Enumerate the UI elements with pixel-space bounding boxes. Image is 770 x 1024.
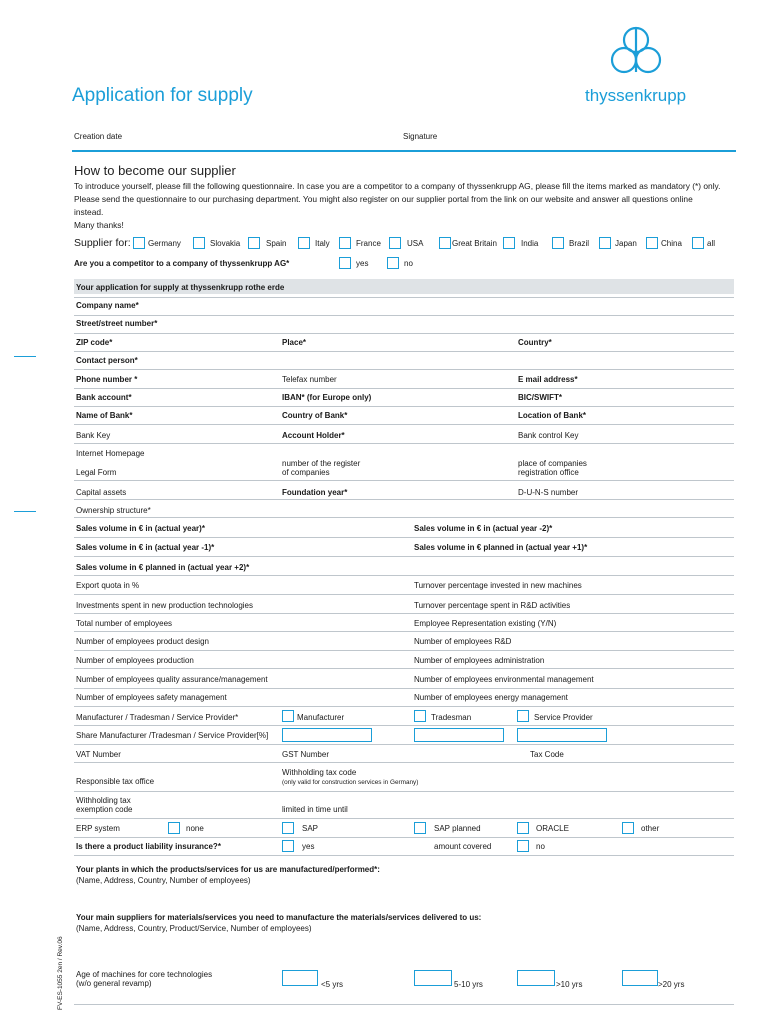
field-label-iban: IBAN* (for Europe only) <box>282 393 372 402</box>
row-divider <box>74 762 734 763</box>
row-divider <box>74 650 734 651</box>
field-label-gst: GST Number <box>282 750 329 759</box>
field-label-suppliers: Your main suppliers for materials/services you need to manufacture the materials/services delivered to us: <box>76 913 482 922</box>
field-label-manufacturer-q: Manufacturer / Tradesman / Service Provider* <box>76 713 239 722</box>
liability-yes-checkbox[interactable] <box>282 840 294 852</box>
field-label-withholding-note: (only valid for construction services in Germany) <box>282 779 419 786</box>
row-divider <box>74 1004 734 1005</box>
field-label-account-holder: Account Holder* <box>282 431 345 440</box>
field-label-sales-actual: Sales volume in € in (actual year)* <box>76 524 205 533</box>
signature-label: Signature <box>403 132 438 141</box>
field-label-erp-other: other <box>641 824 660 833</box>
field-label-erp-oracle: ORACLE <box>536 824 569 833</box>
country-label: Spain <box>266 239 287 248</box>
field-label-sales-minus1: Sales volume in € in (actual year -1)* <box>76 543 215 552</box>
competitor-no-label: no <box>404 259 413 268</box>
row-divider <box>74 424 734 425</box>
row-divider <box>74 706 734 707</box>
field-label-street: Street/street number* <box>76 319 158 328</box>
field-label-bank-key: Bank Key <box>76 431 111 440</box>
country-checkbox-brazil[interactable] <box>552 237 564 249</box>
liability-no-checkbox[interactable] <box>517 840 529 852</box>
field-label-contact: Contact person* <box>76 356 138 365</box>
country-checkbox-france[interactable] <box>339 237 351 249</box>
field-label-email: E mail address* <box>518 375 578 384</box>
country-checkbox-china[interactable] <box>646 237 658 249</box>
row-divider <box>74 575 734 576</box>
intro-text <box>74 180 724 232</box>
field-label-homepage: Internet Homepage <box>76 449 145 458</box>
field-label-age-gt10: >10 yrs <box>556 980 583 989</box>
field-label-age-gt20: >20 yrs <box>658 980 685 989</box>
field-label-country: Country* <box>518 338 552 347</box>
country-checkbox-japan[interactable] <box>599 237 611 249</box>
field-label-tax-office: Responsible tax office <box>76 777 155 786</box>
field-label-telefax: Telefax number <box>282 375 337 384</box>
field-label-share: Share Manufacturer /Tradesman / Service Provider[%] <box>76 731 269 740</box>
field-label-manufacturer: Manufacturer <box>297 713 345 722</box>
field-label-liability-yes: yes <box>302 842 315 851</box>
field-label-plants: Your plants in which the products/services for us are manufactured/performed*: <box>76 865 380 874</box>
row-divider <box>74 837 734 838</box>
row-divider <box>74 668 734 669</box>
field-label-company-name: Company name* <box>76 301 139 310</box>
erp-other-checkbox[interactable] <box>622 822 634 834</box>
row-divider <box>74 517 734 518</box>
field-label-export-quota: Export quota in % <box>76 581 140 590</box>
competitor-yes-checkbox[interactable] <box>339 257 351 269</box>
country-checkbox-germany[interactable] <box>133 237 145 249</box>
row-divider <box>74 744 734 745</box>
row-divider <box>74 594 734 595</box>
erp-oracle-checkbox[interactable] <box>517 822 529 834</box>
field-label-erp-none: none <box>186 824 204 833</box>
country-label: Slovakia <box>210 239 241 248</box>
page-title: Application for supply <box>72 85 253 106</box>
fold-mark <box>14 356 36 357</box>
competitor-yes-label: yes <box>356 259 369 268</box>
field-label-bank-location: Location of Bank* <box>518 411 587 420</box>
row-divider <box>74 333 734 334</box>
age-gt10-input[interactable] <box>517 970 555 986</box>
field-label-emp-env: Number of employees environmental management <box>414 675 594 684</box>
fold-mark <box>14 511 36 512</box>
country-label: India <box>521 239 539 248</box>
field-label-amount-covered: amount covered <box>434 842 492 851</box>
row-divider <box>74 297 734 298</box>
tradesman-checkbox[interactable] <box>414 710 426 722</box>
row-divider <box>74 791 734 792</box>
field-label-emp-production: Number of employees production <box>76 656 194 665</box>
field-label-zip: ZIP code* <box>76 338 113 347</box>
field-label-turnover-rd: Turnover percentage spent in R&D activities <box>414 601 571 610</box>
field-label-sales-plus1: Sales volume in € planned in (actual year +1)* <box>414 543 588 552</box>
country-checkbox-all[interactable] <box>692 237 704 249</box>
row-divider <box>74 406 734 407</box>
manufacturer-checkbox[interactable] <box>282 710 294 722</box>
erp-none-checkbox[interactable] <box>168 822 180 834</box>
field-label-tradesman: Tradesman <box>431 713 472 722</box>
row-divider <box>74 499 734 500</box>
field-label-emp-rd: Number of employees R&D <box>414 637 512 646</box>
row-divider <box>74 443 734 444</box>
row-divider <box>74 613 734 614</box>
field-label-foundation: Foundation year* <box>282 488 348 497</box>
field-label-ownership: Ownership structure* <box>76 506 151 515</box>
field-label-erp: ERP system <box>76 824 120 833</box>
section-title: Your application for supply at thyssenkrupp rothe erde <box>76 283 285 292</box>
field-label-legal-form: Legal Form <box>76 468 117 477</box>
field-label-bank-account: Bank account* <box>76 393 132 402</box>
service-provider-checkbox[interactable] <box>517 710 529 722</box>
section-heading: How to become our supplier <box>74 163 236 178</box>
country-checkbox-usa[interactable] <box>389 237 401 249</box>
field-label-liability-no: no <box>536 842 545 851</box>
country-label: France <box>356 239 381 248</box>
field-label-service-provider: Service Provider <box>534 713 593 722</box>
country-label: USA <box>407 239 424 248</box>
intro-paragraph: To introduce yourself, please fill the following questionnaire. In case you are a competitor to a company of thyssenkrupp AG, please fill the items marked as mandatory (*) only. Please send the questionnaire to our purchasing department. You might also register on our supplier portal from the link on our website and answer all questions online instead. <box>74 181 721 217</box>
row-divider <box>74 480 734 481</box>
country-label: Japan <box>615 239 637 248</box>
field-label-turnover-machines: Turnover percentage invested in new machines <box>414 581 582 590</box>
row-divider <box>74 556 734 557</box>
share-tradesman-input[interactable] <box>414 728 504 742</box>
country-label: all <box>707 239 716 248</box>
country-label: Germany <box>148 239 181 248</box>
form-code: FV-ES-1055 2en / Rev.06 <box>57 936 64 1010</box>
row-divider <box>74 631 734 632</box>
supplier-for-label: Supplier for: <box>74 237 131 249</box>
field-label-emp-admin: Number of employees administration <box>414 656 545 665</box>
age-gt20-input[interactable] <box>622 970 658 986</box>
field-label-employee-rep: Employee Representation existing (Y/N) <box>414 619 557 628</box>
field-label-phone: Phone number * <box>76 375 138 384</box>
field-label-tax-code: Tax Code <box>530 750 564 759</box>
field-label-bank-name: Name of Bank* <box>76 411 133 420</box>
row-divider <box>74 818 734 819</box>
field-label-plants-sub: (Name, Address, Country, Number of employees) <box>76 876 251 885</box>
field-label-register-number: number of the register of companies <box>282 459 361 477</box>
creation-date-label: Creation date <box>74 132 123 141</box>
erp-sap-checkbox[interactable] <box>282 822 294 834</box>
field-label-emp-qa: Number of employees quality assurance/management <box>76 675 268 684</box>
country-checkbox-italy[interactable] <box>298 237 310 249</box>
country-label: China <box>661 239 682 248</box>
country-checkbox-spain[interactable] <box>248 237 260 249</box>
share-service-input[interactable] <box>517 728 607 742</box>
country-checkbox-india[interactable] <box>503 237 515 249</box>
field-label-emp-energy: Number of employees energy management <box>414 693 568 702</box>
row-divider <box>74 369 734 370</box>
field-label-registration-office: place of companies registration office <box>518 459 587 477</box>
competitor-question: Are you a competitor to a company of thyssenkrupp AG* <box>74 259 290 268</box>
row-divider <box>74 537 734 538</box>
field-label-bank-country: Country of Bank* <box>282 411 348 420</box>
field-label-vat: VAT Number <box>76 750 121 759</box>
row-divider <box>74 855 734 856</box>
competitor-no-checkbox[interactable] <box>387 257 399 269</box>
field-label-age-5-10: 5-10 yrs <box>454 980 483 989</box>
brand-name: thyssenkrupp <box>585 86 687 105</box>
field-label-bank-control-key: Bank control Key <box>518 431 579 440</box>
field-label-sales-minus2: Sales volume in € in (actual year -2)* <box>414 524 553 533</box>
country-label: Brazil <box>569 239 590 248</box>
thyssenkrupp-logo-icon <box>608 24 664 80</box>
field-label-place: Place* <box>282 338 307 347</box>
field-label-total-employees: Total number of employees <box>76 619 173 628</box>
field-label-bic: BIC/SWIFT* <box>518 393 562 402</box>
intro-thanks: Many thanks! <box>74 220 124 230</box>
field-label-sales-plus2: Sales volume in € planned in (actual year +2)* <box>76 563 250 572</box>
field-label-machines-age: Age of machines for core technologies (w/o general revamp) <box>76 970 213 988</box>
field-label-capital: Capital assets <box>76 488 127 497</box>
field-label-withholding-exemption: Withholding tax exemption code <box>76 796 133 814</box>
field-label-erp-sap-planned: SAP planned <box>434 824 481 833</box>
country-label: Italy <box>315 239 330 248</box>
row-divider <box>74 351 734 352</box>
field-label-emp-safety: Number of employees safety management <box>76 693 227 702</box>
field-label-liability: Is there a product liability insurance?* <box>76 842 221 851</box>
share-manufacturer-input[interactable] <box>282 728 372 742</box>
field-label-erp-sap: SAP <box>302 824 319 833</box>
field-label-age-lt5: <5 yrs <box>321 980 344 989</box>
field-label-limited: limited in time until <box>282 805 348 814</box>
row-divider <box>74 725 734 726</box>
age-5-10-input[interactable] <box>414 970 452 986</box>
row-divider <box>74 315 734 316</box>
row-divider <box>74 688 734 689</box>
country-label: Great Britain <box>452 239 497 248</box>
field-label-suppliers-sub: (Name, Address, Country, Product/Service, Number of employees) <box>76 924 312 933</box>
field-label-duns: D-U-N-S number <box>518 488 579 497</box>
row-divider <box>74 388 734 389</box>
country-checkbox-slovakia[interactable] <box>193 237 205 249</box>
erp-sap-planned-checkbox[interactable] <box>414 822 426 834</box>
country-checkbox-great-britain[interactable] <box>439 237 451 249</box>
field-label-withholding-code: Withholding tax code <box>282 768 357 777</box>
field-label-investments-tech: Investments spent in new production technologies <box>76 601 253 610</box>
age-lt5-input[interactable] <box>282 970 318 986</box>
field-label-emp-design: Number of employees product design <box>76 637 209 646</box>
header-divider <box>72 150 736 152</box>
